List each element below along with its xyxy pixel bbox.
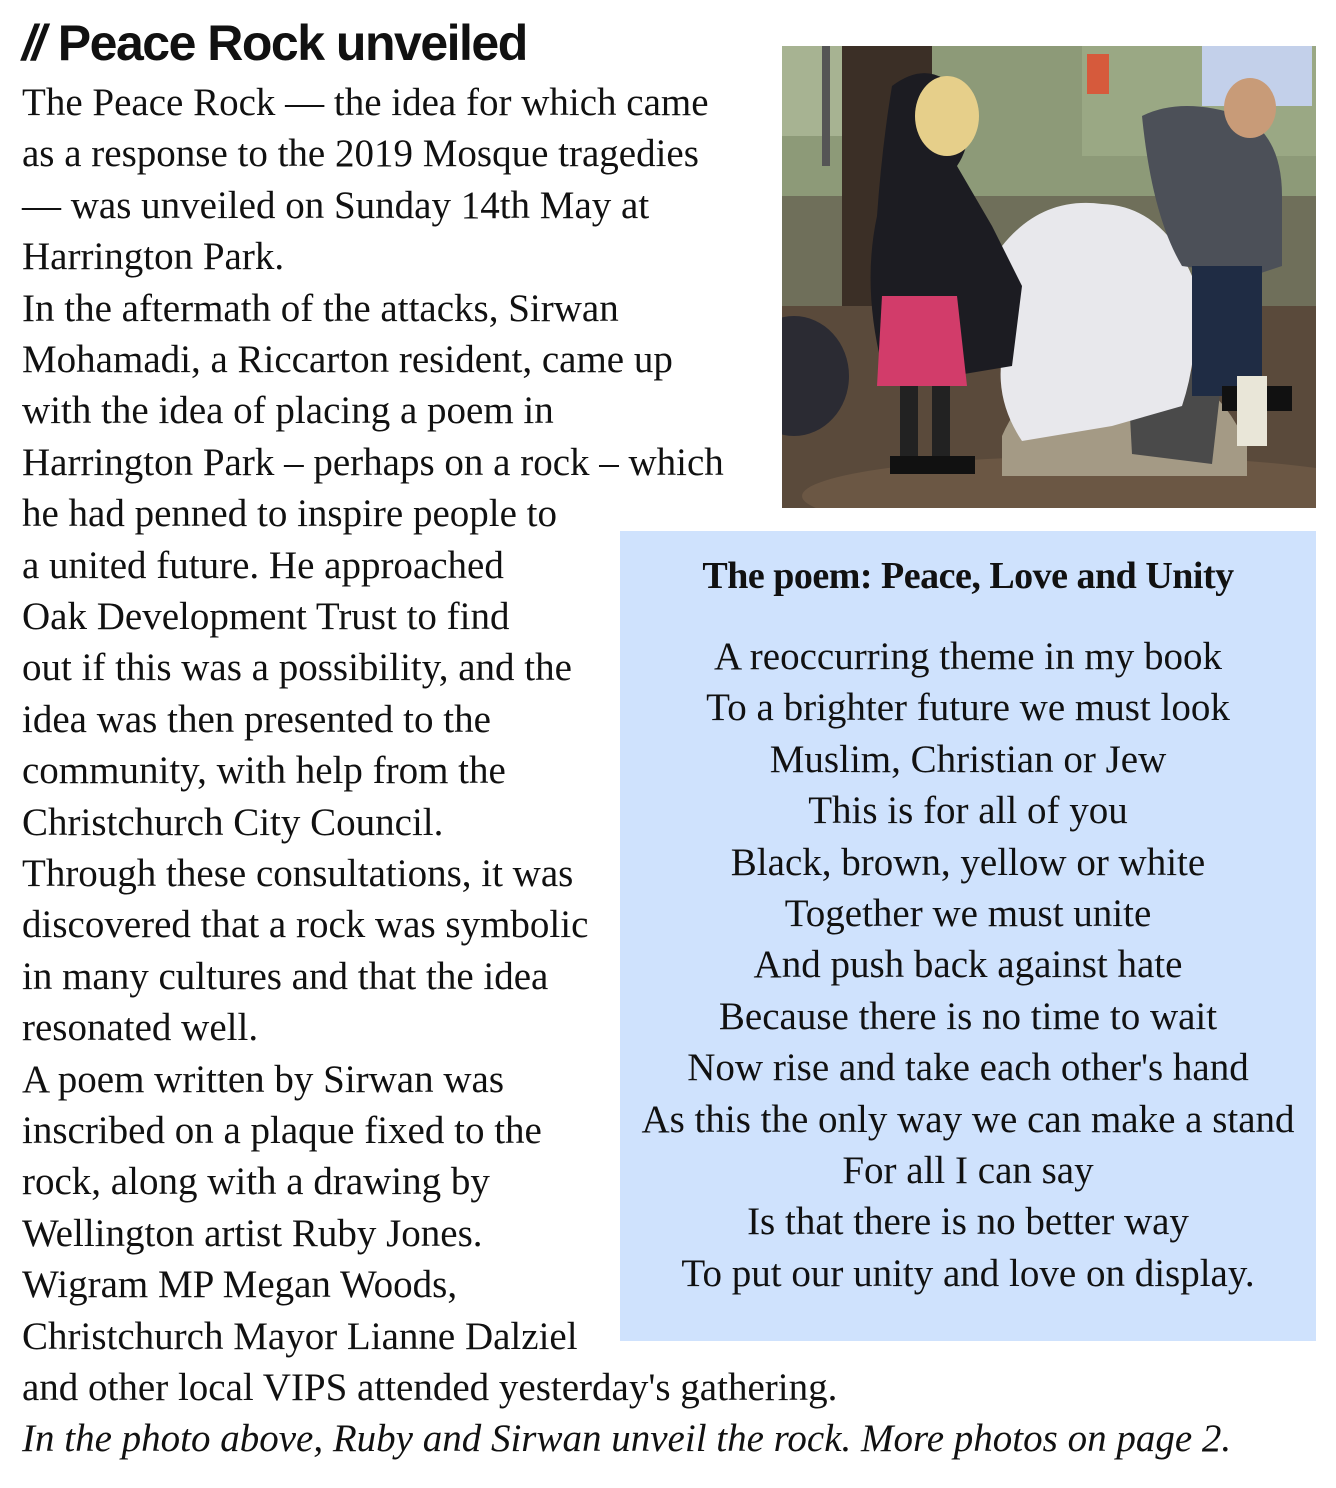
body-line: idea was then presented to the [22, 697, 491, 741]
poem-line: Black, brown, yellow or white [730, 840, 1206, 884]
poem-title: The poem: Peace, Love and Unity [702, 555, 1234, 597]
body-line: In the aftermath of the attacks, Sirwan [22, 286, 619, 330]
poem-line: This is for all of you [808, 789, 1128, 833]
body-line: a united future. He approached [22, 543, 504, 587]
poem-line: And push back against hate [753, 943, 1183, 987]
body-line: Christchurch City Council. [22, 800, 444, 844]
body-line: resonated well. [22, 1006, 259, 1050]
body-line: Oak Development Trust to find [22, 595, 510, 638]
poem-line: Now rise and take each other's hand [687, 1046, 1249, 1090]
body-line: discovered that a rock was symbolic [22, 903, 589, 947]
body-line: The Peace Rock — the idea for which came [22, 81, 709, 124]
poem-line: Muslim, Christian or Jew [769, 737, 1167, 781]
body-line: and other local VIPS attended yesterday's gathering. [22, 1366, 838, 1409]
body-line: A poem written by Sirwan was [22, 1057, 505, 1101]
body-line: Wigram MP Megan Woods, [22, 1263, 458, 1307]
article-title-text: Peace Rock unveiled [57, 15, 527, 71]
body-line: Through these consultations, it was [22, 852, 574, 895]
article-title [22, 12, 527, 74]
poem-line: To put our unity and love on display. [681, 1251, 1255, 1295]
section-mark: // [22, 15, 42, 71]
body-line: — was unveiled on Sunday 14th May at [22, 183, 650, 227]
unveiling-photo [782, 46, 1316, 508]
poem-line: To a brighter future we must look [706, 686, 1230, 730]
body-line: Wellington artist Ruby Jones. [22, 1211, 483, 1255]
photo-caption: In the photo above, Ruby and Sirwan unveil the rock. More photos on page 2. [22, 1417, 1232, 1460]
body-line: as a response to the 2019 Mosque tragedies [22, 132, 699, 176]
body-line: in many cultures and that the idea [22, 954, 549, 998]
body-line: Christchurch Mayor Lianne Dalziel [22, 1314, 578, 1358]
body-line: community, with help from the [22, 749, 506, 793]
body-line: Harrington Park – perhaps on a rock – which [22, 440, 724, 484]
body-line: with the idea of placing a poem in [22, 389, 554, 433]
unveiling-photo-illustration [782, 46, 1316, 508]
body-line: Mohamadi, a Riccarton resident, came up [22, 338, 673, 381]
poem-box [620, 531, 1316, 1341]
poem-line: Because there is no time to wait [718, 994, 1218, 1038]
poem-line: Is that there is no better way [747, 1200, 1189, 1244]
poem-line: A reoccurring theme in my book [714, 635, 1222, 678]
body-line: rock, along with a drawing by [22, 1160, 490, 1204]
body-line: Harrington Park. [22, 235, 285, 279]
poem-line: For all I can say [842, 1149, 1094, 1192]
body-line: out if this was a possibility, and the [22, 646, 572, 690]
poem-line: Together we must unite [784, 892, 1152, 935]
body-line: he had penned to inspire people to [22, 492, 558, 536]
poem-line: As this the only way we can make a stand [641, 1097, 1295, 1141]
body-line: inscribed on a plaque fixed to the [22, 1109, 542, 1152]
